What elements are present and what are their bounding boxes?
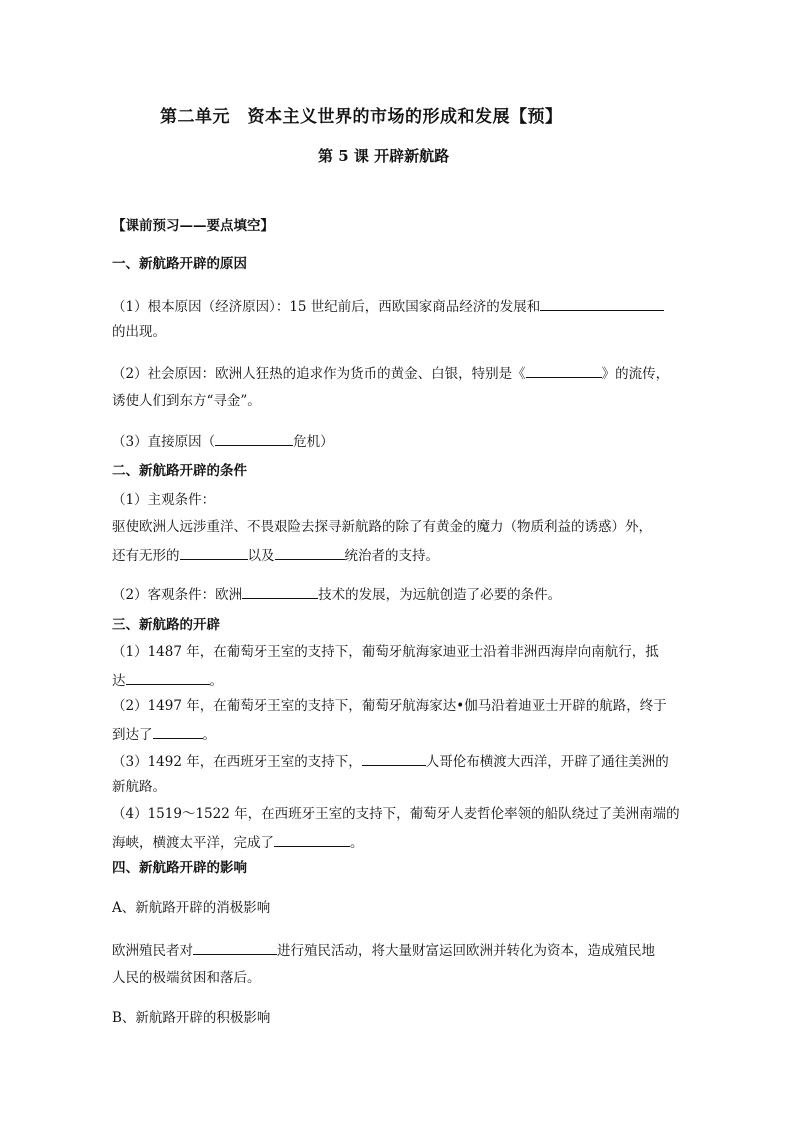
section-4-a-line-2: 人民的极端贫困和落后。: [112, 970, 261, 986]
section-1-item-3: [112, 431, 334, 451]
section-2-item-1-line-1: 驱使欧洲人远涉重洋、不畏艰险去探寻新航路的除了有黄金的魔力（物质利益的诱惑）外，: [112, 519, 652, 535]
text-segment: 技术的发展，为远航创造了必要的条件。: [318, 587, 562, 603]
fill-blank[interactable]: [193, 940, 277, 955]
fill-blank[interactable]: [153, 724, 203, 739]
text-segment: 还有无形的: [112, 548, 180, 564]
section-2-heading: 二、新航路开辟的条件: [112, 463, 247, 479]
text-segment: （2）客观条件：欧洲: [112, 587, 243, 603]
section-4-sub-a: A、新航路开辟的消极影响: [112, 900, 271, 916]
section-3-item-4-line-1: （4）1519～1522 年，在西班牙王室的支持下，葡萄牙人麦哲伦率领的船队绕过了美洲南端的: [112, 806, 680, 822]
text-segment: （1）根本原因（经济原因）：15 世纪前后，西欧国家商品经济的发展和: [112, 299, 541, 315]
section-1-heading: 一、新航路开辟的原因: [112, 256, 247, 272]
section-3-item-4-line-2: [112, 832, 364, 852]
section-1-item-2-line-2: 诱使人们到东方“寻金”。: [112, 393, 261, 409]
section-4-heading: 四、新航路开辟的影响: [112, 860, 247, 876]
section-4-sub-b: B、新航路开辟的积极影响: [112, 1010, 271, 1026]
text-segment: （3）直接原因（: [112, 434, 216, 450]
text-segment: 到达了: [112, 727, 153, 743]
text-segment: 》的流传，: [601, 366, 670, 382]
text-segment: （3）1492 年，在西班牙王室的支持下，: [112, 754, 362, 770]
text-segment: 人哥伦布横渡大西洋，开辟了通往美洲的: [425, 754, 669, 770]
text-segment: 海峡，横渡太平洋，完成了: [112, 835, 274, 851]
section-1-item-2-line-1: [112, 363, 669, 383]
text-segment: 统治者的支持。: [344, 548, 439, 564]
fill-blank[interactable]: [275, 545, 345, 560]
text-segment: 。: [202, 727, 216, 743]
section-2-item-1-label: （1）主观条件：: [112, 492, 216, 508]
section-3-item-1-line-2: [112, 670, 223, 690]
text-segment: 。: [209, 673, 223, 689]
section-2-item-2: [112, 584, 561, 604]
text-segment: 进行殖民活动，将大量财富运回欧洲并转化为资本，造成殖民地: [277, 943, 655, 959]
fill-blank[interactable]: [180, 545, 248, 560]
preview-label: 【课前预习——要点填空】: [112, 218, 274, 234]
section-3-item-3-line-1: [112, 751, 669, 771]
section-3-item-1-line-1: （1）1487 年，在葡萄牙王室的支持下，葡萄牙航海家迪亚士沿着非洲西海岸向南航行，抵: [112, 644, 659, 660]
fill-blank[interactable]: [126, 670, 210, 685]
fill-blank[interactable]: [526, 363, 602, 378]
section-3-heading: 三、新航路的开辟: [112, 617, 220, 633]
text-segment: 欧洲殖民者对: [112, 943, 193, 959]
text-segment: 以及: [247, 548, 275, 564]
text-segment: 达: [112, 673, 126, 689]
section-1-item-1-line-2: 的出现。: [112, 324, 166, 340]
fill-blank[interactable]: [274, 832, 350, 847]
section-3-item-3-line-2: 新航路。: [112, 779, 166, 795]
fill-blank[interactable]: [540, 296, 664, 311]
section-3-item-2-line-2: [112, 724, 216, 744]
section-4-a-line-1: [112, 940, 655, 960]
lesson-title: 第 5 课 开辟新航路: [318, 147, 450, 165]
text-segment: 危机）: [293, 434, 334, 450]
fill-blank[interactable]: [242, 584, 318, 599]
section-2-item-1-line-2: [112, 545, 439, 565]
fill-blank[interactable]: [362, 751, 426, 766]
text-segment: （2）社会原因：欧洲人狂热的追求作为货币的黄金、白银，特别是《: [112, 366, 526, 382]
fill-blank[interactable]: [215, 431, 293, 446]
section-1-item-1-line-1: [112, 296, 664, 316]
text-segment: 。: [350, 835, 364, 851]
unit-title: 第二单元 资本主义世界的市场的形成和发展【预】: [160, 107, 563, 127]
section-3-item-2-line-1: （2）1497 年，在葡萄牙王室的支持下，葡萄牙航海家达•伽马沿着迪亚士开辟的航路，终于: [112, 698, 667, 714]
